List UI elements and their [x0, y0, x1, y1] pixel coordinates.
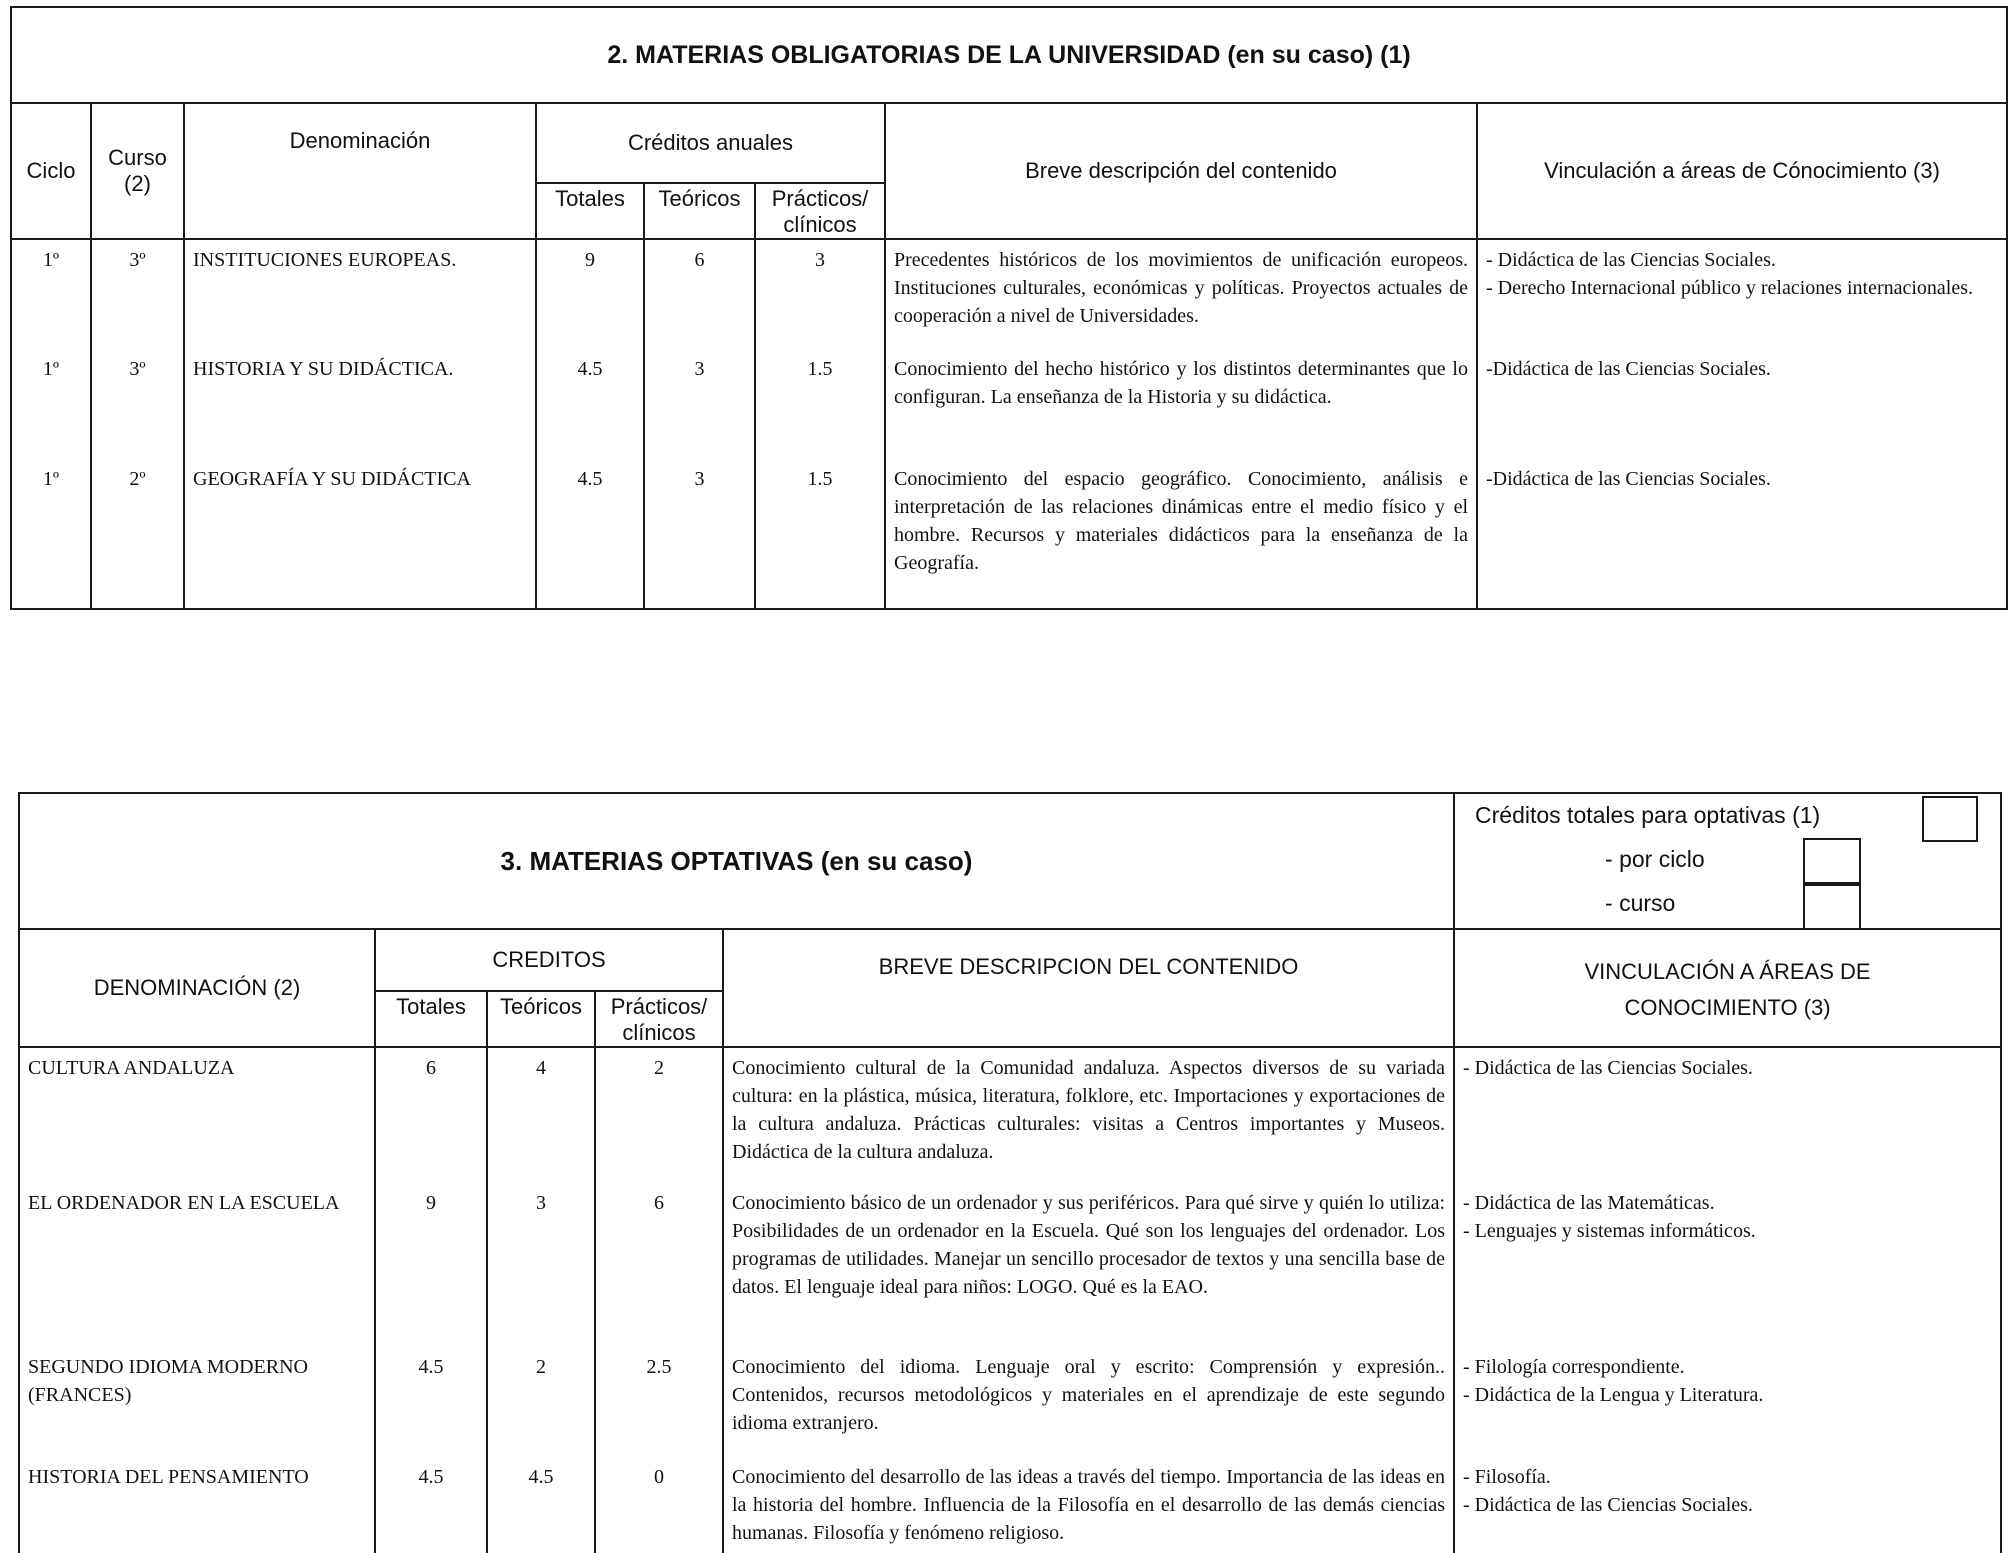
header-vinculacion: VINCULACIÓN A ÁREAS DE CONOCIMIENTO (3)	[1454, 929, 2001, 1047]
header-vinculacion: Vinculación a áreas de Cónocimiento (3)	[1477, 103, 2007, 239]
table-row	[19, 1047, 2001, 1183]
vinculacion-item: - Didáctica de las Matemáticas.	[1463, 1192, 1715, 1214]
totales-cell: 9	[375, 1183, 487, 1347]
teoricos-cell: 4.5	[487, 1457, 595, 1553]
practicos-cell: 0	[595, 1457, 723, 1553]
teoricos-cell: 3	[644, 459, 755, 609]
section2-title: 2. MATERIAS OBLIGATORIAS DE LA UNIVERSIDAD (en su caso) (1)	[11, 7, 2007, 103]
vinculacion-item: -Didáctica de las Ciencias Sociales.	[1486, 468, 1771, 490]
denominacion-cell: HISTORIA Y SU DIDÁCTICA.	[184, 349, 536, 459]
teoricos-cell: 2	[487, 1347, 595, 1457]
vinculacion-item: - Didáctica de la Lengua y Literatura.	[1463, 1384, 1764, 1406]
teoricos-cell: 3	[644, 349, 755, 459]
denominacion-cell: SEGUNDO IDIOMA MODERNO (FRANCES)	[19, 1347, 375, 1457]
curso-cell: 2º	[91, 459, 184, 609]
header-totales: Totales	[375, 991, 487, 1047]
table-row	[11, 239, 2007, 349]
descripcion-cell: Conocimiento cultural de la Comunidad andaluza. Aspectos diversos de su variada cultura: en la plástica, música, literatura, folklore, etc. Importaciones y exportaciones de la cultura andaluza. Prácticas culturales: visitas a Centros importantes y Museos. Didáctica de la cultura andaluza.	[723, 1047, 1454, 1183]
ciclo-cell: 1º	[11, 239, 91, 349]
section3-title: 3. MATERIAS OPTATIVAS (en su caso)	[19, 793, 1454, 929]
vinculacion-cell	[1477, 459, 2007, 609]
header-practicos: Prácticos/ clínicos	[595, 991, 723, 1047]
descripcion-cell: Conocimiento del idioma. Lenguaje oral y escrito: Comprensión y expresión.. Contenidos, recursos metodológicos y materiales en el aprendizaje de este segundo idioma extranjero.	[723, 1347, 1454, 1457]
descripcion-cell: Conocimiento básico de un ordenador y sus periféricos. Para qué sirve y quién lo utiliza: Posibilidades de un ordenador en la Escuela. Qué son los lenguajes del ordenador. Los programas de utilidades. Manejar un sencillo procesador de textos y una sencilla base de datos. El lenguaje ideal para niños: LOGO. Qué es la EAO.	[723, 1183, 1454, 1347]
totales-cell: 4.5	[375, 1347, 487, 1457]
header-teoricos: Teóricos	[644, 183, 755, 239]
vinculacion-item: - Didáctica de las Ciencias Sociales.	[1463, 1494, 1753, 1516]
teoricos-cell: 3	[487, 1183, 595, 1347]
header-curso: Curso (2)	[91, 103, 184, 239]
vinculacion-item: - Didáctica de las Ciencias Sociales.	[1486, 249, 1776, 271]
curso-cell: 3º	[91, 239, 184, 349]
table-row	[19, 1347, 2001, 1457]
header-creditos: Créditos anuales	[536, 103, 885, 183]
vinculacion-cell	[1454, 1047, 2001, 1183]
optativas-curso-field[interactable]	[1803, 882, 1861, 930]
optativas-ciclo-field[interactable]	[1803, 838, 1861, 886]
practicos-cell: 3	[755, 239, 885, 349]
practicos-cell: 2	[595, 1047, 723, 1183]
header-creditos: CREDITOS	[375, 929, 723, 991]
teoricos-cell: 4	[487, 1047, 595, 1183]
totales-cell: 4.5	[536, 349, 644, 459]
table-row	[11, 459, 2007, 609]
vinculacion-item: - Lenguajes y sistemas informáticos.	[1463, 1220, 1756, 1242]
table-row	[11, 349, 2007, 459]
vinculacion-cell	[1477, 239, 2007, 349]
vinculacion-item: - Didáctica de las Ciencias Sociales.	[1463, 1057, 1753, 1079]
vinculacion-cell	[1454, 1183, 2001, 1347]
denominacion-cell: INSTITUCIONES EUROPEAS.	[184, 239, 536, 349]
vinculacion-item: - Derecho Internacional público y relaciones internacionales.	[1486, 277, 1974, 299]
teoricos-cell: 6	[644, 239, 755, 349]
header-practicos: Prácticos/ clínicos	[755, 183, 885, 239]
optativas-credits-box	[1454, 793, 2001, 929]
vinculacion-cell	[1477, 349, 2007, 459]
table-row	[19, 1183, 2001, 1347]
denominacion-cell: HISTORIA DEL PENSAMIENTO	[19, 1457, 375, 1553]
header-totales: Totales	[536, 183, 644, 239]
optativas-curso-label: - curso	[1605, 890, 1676, 916]
denominacion-cell: CULTURA ANDALUZA	[19, 1047, 375, 1183]
header-denominacion: DENOMINACIÓN (2)	[19, 929, 375, 1047]
descripcion-cell: Conocimiento del espacio geográfico. Conocimiento, análisis e interpretación de las relaciones dinámicas entre el medio físico y el hombre. Recursos y materiales didácticos para la enseñanza de la Geografía.	[885, 459, 1477, 609]
totales-cell: 4.5	[536, 459, 644, 609]
practicos-cell: 6	[595, 1183, 723, 1347]
optativas-ciclo-label: - por ciclo	[1605, 846, 1705, 872]
totales-cell: 4.5	[375, 1457, 487, 1553]
practicos-cell: 2.5	[595, 1347, 723, 1457]
denominacion-cell: EL ORDENADOR EN LA ESCUELA	[19, 1183, 375, 1347]
descripcion-cell: Conocimiento del hecho histórico y los distintos determinantes que lo configuran. La enseñanza de la Historia y su didáctica.	[885, 349, 1477, 459]
vinculacion-item: -Didáctica de las Ciencias Sociales.	[1486, 358, 1771, 380]
totales-cell: 9	[536, 239, 644, 349]
header-descripcion: Breve descripción del contenido	[885, 103, 1477, 239]
optativas-total-label: Créditos totales para optativas (1)	[1475, 802, 1821, 828]
header-descripcion: BREVE DESCRIPCION DEL CONTENIDO	[723, 929, 1454, 1047]
vinculacion-cell	[1454, 1347, 2001, 1457]
ciclo-cell: 1º	[11, 349, 91, 459]
denominacion-cell: GEOGRAFÍA Y SU DIDÁCTICA	[184, 459, 536, 609]
optativas-total-field[interactable]	[1922, 796, 1978, 842]
vinculacion-cell	[1454, 1457, 2001, 1553]
header-denominacion: Denominación	[184, 103, 536, 239]
curso-cell: 3º	[91, 349, 184, 459]
obligatorias-table	[10, 6, 2008, 610]
vinculacion-item: - Filosofía.	[1463, 1466, 1551, 1488]
table-row	[19, 1457, 2001, 1553]
header-teoricos: Teóricos	[487, 991, 595, 1047]
optativas-table	[18, 792, 2002, 1553]
descripcion-cell: Conocimiento del desarrollo de las ideas a través del tiempo. Importancia de las ideas en la historia del hombre. Influencia de la Filosofía en el desarrollo de las demás ciencias humanas. Filosofía y fenómeno religioso.	[723, 1457, 1454, 1553]
totales-cell: 6	[375, 1047, 487, 1183]
practicos-cell: 1.5	[755, 459, 885, 609]
header-ciclo: Ciclo	[11, 103, 91, 239]
practicos-cell: 1.5	[755, 349, 885, 459]
vinculacion-item: - Filología correspondiente.	[1463, 1356, 1685, 1378]
ciclo-cell: 1º	[11, 459, 91, 609]
descripcion-cell: Precedentes históricos de los movimientos de unificación europeos. Instituciones culturales, económicas y políticas. Proyectos actuales de cooperación a nivel de Universidades.	[885, 239, 1477, 349]
